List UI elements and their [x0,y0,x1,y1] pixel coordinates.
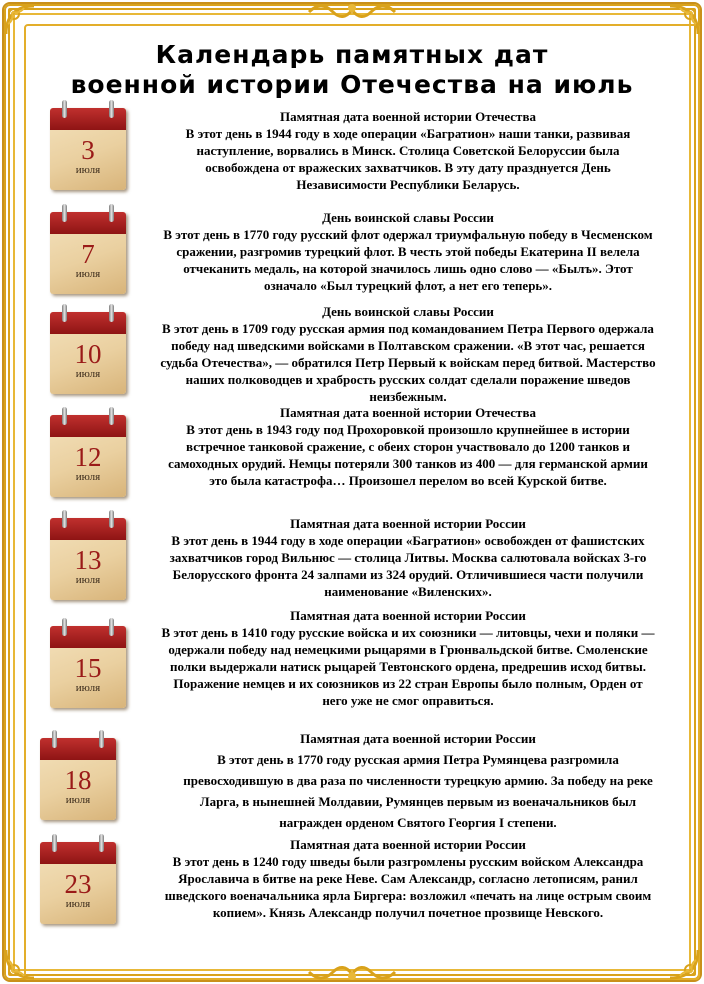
entry-block [160,303,656,405]
entry-heading: Памятная дата военной истории России [290,516,526,531]
calendar-month: июля [75,682,101,694]
calendar-day: 23 [64,869,92,899]
calendar-day: 15 [74,653,102,683]
calendar-icon [50,405,126,497]
calendar-day: 13 [74,545,102,575]
entry-text: В этот день в 1944 году в ходе операции «Багратион» наши танки, развивая наступление, ворвались в Минск. Столица Советской Белоруссии была освобождена от вражеских захватчиков. В эту дату празднуется День Независимости Республики Беларусь. [185,126,631,192]
calendar-day: 7 [81,239,95,269]
corner-ornament-icon [666,2,702,38]
calendar-day: 18 [64,765,92,795]
calendar-day: 10 [74,339,102,369]
calendar-icon [50,302,126,394]
calendar-icon [50,98,126,190]
calendar-month: июля [75,368,101,380]
entry-text: В этот день в 1240 году шведы были разгромлены русским войском Александра Ярославича в битве на реке Неве. Сам Александр, согласно летописям, ранил шведского военачальника ярла Биргера: возложил «печать на лице острым своим копием». Князь Александр получил почетное прозвище Невского. [164,854,652,920]
entry-text: В этот день в 1944 году в ходе операции «Багратион» освобожден от фашистских захватчиков город Вильнюс — столица Литвы. Москва салютовала войсках 3-го Белорусского фронта 24 залпами из 324 орудий. Отличившиеся части получили наименование «Виленских». [169,533,647,599]
calendar-month: июля [65,794,91,806]
entry-text: В этот день в 1709 году русская армия под командованием Петра Первого одержала победу над шведскими войсками в Полтавском сражении. «В этот час, решается судьба Отечества», — обратился Петр Первый к войскам перед битвой. Мастерство наших полководцев и храбрость русских солдат сделали поражение шведов неизбежным. [160,321,656,404]
entry-heading: Памятная дата военной истории России [290,608,526,623]
entry-block [160,515,656,600]
calendar-month: июля [75,471,101,483]
entry-text: В этот день в 1770 году русская армия Петра Румянцева разгромила превосходившую в два раза по численности турецкую армию. За победу на реке Ларга, в нынешней Молдавии, Румянцев первым из военачальников был награжден орденом Святого Георгия I степени. [183,752,653,830]
calendar-day: 3 [81,135,95,165]
corner-ornament-icon [2,2,38,38]
entry-block [160,836,656,921]
entry-heading: Памятная дата военной истории Отечества [280,109,536,124]
entry-heading: День воинской славы России [322,210,494,225]
calendar-icon [40,832,116,924]
entry-block [160,607,656,709]
entry-block [160,404,656,489]
calendar-icon [50,616,126,708]
scroll-ornament-icon [307,0,397,22]
calendar-month: июля [75,574,101,586]
calendar-icon [40,728,116,820]
entry-text: В этот день в 1770 году русский флот одержал триумфальную победу в Чесменском сражении, разгромив турецкий флот. В честь этой победы Екатерина II велела отчеканить медаль, на которой значилось лишь одно слово — «Былъ». Этот означало «Был турецкий флот, а нет его теперь». [163,227,653,293]
calendar-month: июля [75,268,101,280]
page-title [40,40,664,100]
entry-block [160,209,656,294]
entry-heading: Памятная дата военной истории России [290,837,526,852]
calendar-icon [50,202,126,294]
calendar-day: 12 [74,442,102,472]
corner-ornament-icon [2,946,38,982]
entry-block [160,108,656,193]
calendar-month: июля [75,164,101,176]
scroll-ornament-icon [307,962,397,984]
title-line-2: военной истории Отечества на июль [70,70,634,99]
entry-heading: Памятная дата военной истории Отечества [280,405,536,420]
calendar-icon [50,508,126,600]
entry-heading: Памятная дата военной истории России [300,731,536,746]
corner-ornament-icon [666,946,702,982]
entry-text: В этот день в 1410 году русские войска и их союзники — литовцы, чехи и поляки — одержали победу над немецкими рыцарями в Грюнвальдской битве. Смоленские полки выдержали натиск рыцарей Тевтонского ордена, предрешив исход битвы. Поражение немцев и их союзников из 22 стран Европы было полным, Орден от него уже не смог оправиться. [161,625,655,708]
title-line-1: Календарь памятных дат [155,40,549,69]
entry-heading: День воинской славы России [322,304,494,319]
calendar-month: июля [65,898,91,910]
entry-text: В этот день в 1943 году под Прохоровкой произошло крупнейшее в истории встречное танковой сражение, с обеих сторон участвовало до 1200 танков и самоходных орудий. Немцы потеряли 300 танков из 400 — для германской армии это была катастрофа… Произошел перелом во всей Курской битве. [168,422,648,488]
entry-block [170,728,666,833]
